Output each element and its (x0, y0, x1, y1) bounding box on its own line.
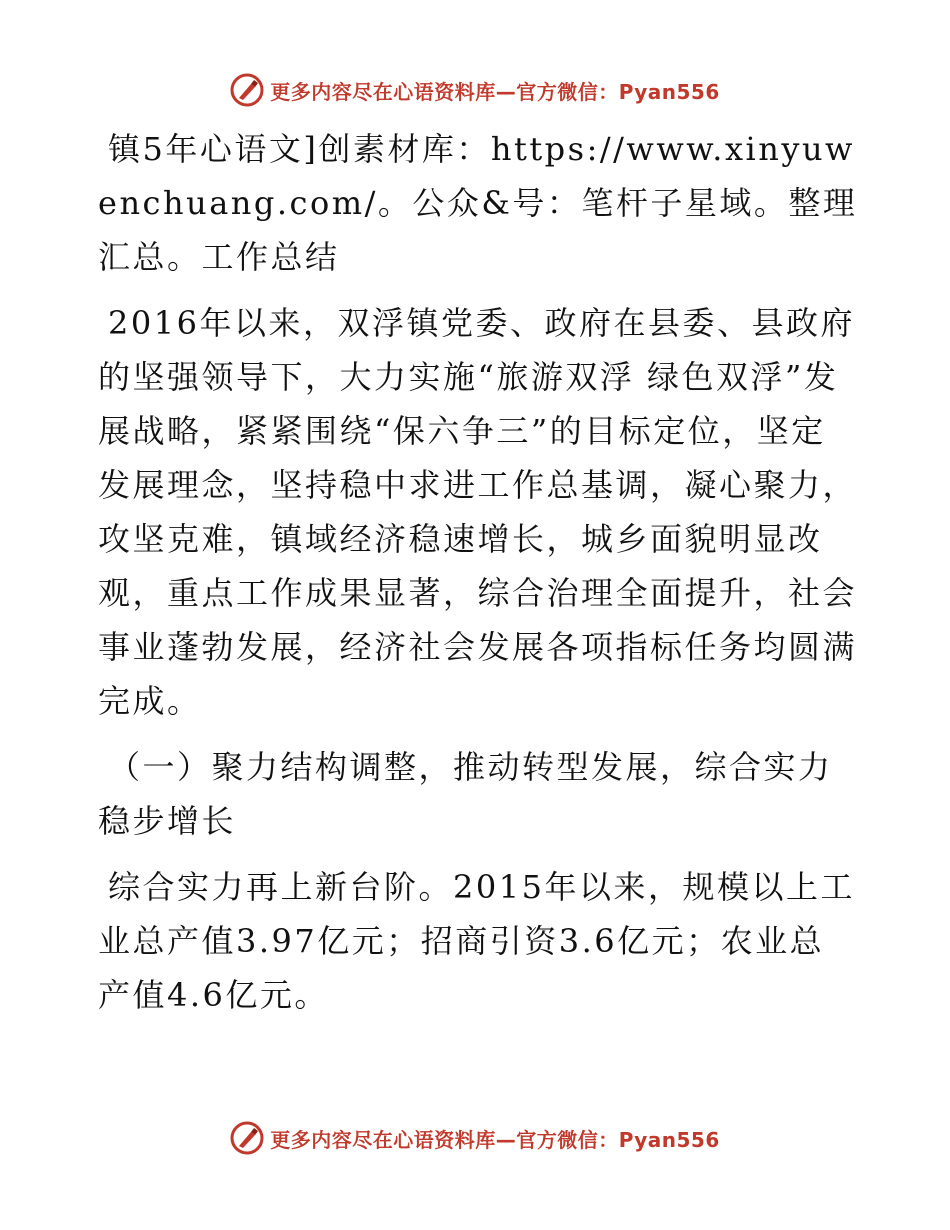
document-body (98, 122, 858, 1034)
paragraph-economy: 综合实力再上新台阶。2015年以来，规模以上工业总产值3.97亿元；招商引资3.6亿元；农业总产值4.6亿元。 (98, 868, 855, 1014)
paragraph-summary: 2016年以来，双浮镇党委、政府在县委、县政府的坚强领导下，大力实施“旅游双浮 绿色双浮”发展战略，紧紧围绕“保六争三”的目标定位，坚定发展理念，坚持稳中求进工作总基调，凝心聚力，攻坚克难，镇域经济稳速增长，城乡面貌明显改观，重点工作成果显著，综合治理全面提升，社会事业蓬勃发展，经济社会发展各项指标任务均圆满完成。 (98, 304, 858, 720)
banner-text: 更多内容尽在心语资料库—官方微信：Pyan556 (270, 79, 720, 104)
section-heading-1: （一）聚力结构调整，推动转型发展，综合实力稳步增长 (98, 748, 833, 840)
header-watermark-banner (0, 68, 950, 112)
pen-logo-icon (230, 1121, 264, 1155)
banner-text: 更多内容尽在心语资料库—官方微信：Pyan556 (270, 1127, 720, 1152)
paragraph-intro: 镇5年心语文]创素材库：https://www.xinyuwenchuang.com/。公众&号：笔杆子星域。整理汇总。工作总结 (98, 130, 858, 276)
pen-logo-icon (230, 73, 264, 107)
footer-watermark-banner (0, 1116, 950, 1160)
